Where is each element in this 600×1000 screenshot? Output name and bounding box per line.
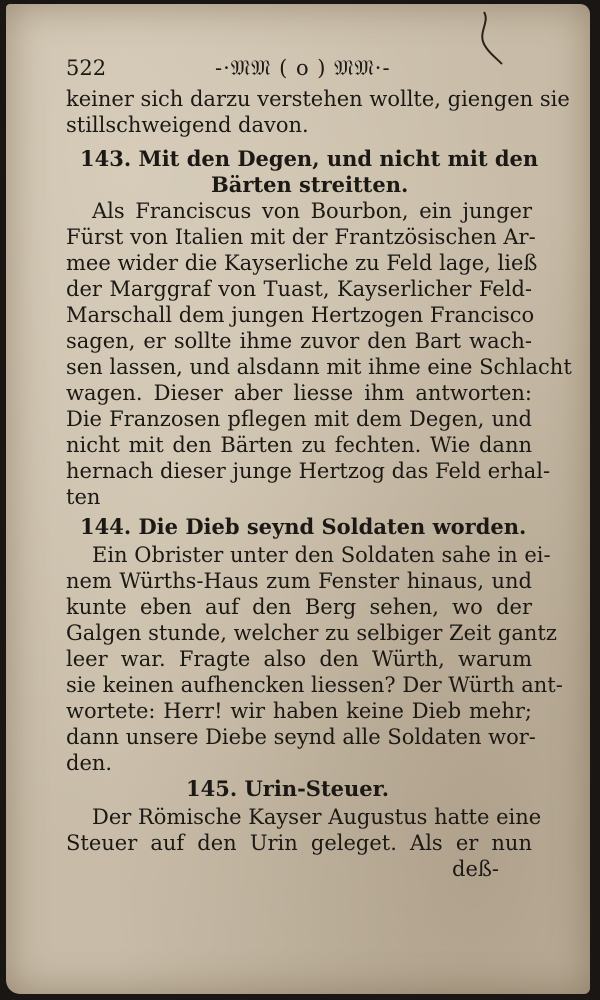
section-heading: 143. Mit den Degen, und nicht mit den bbox=[80, 146, 539, 171]
text-line: kunte eben auf den Berg sehen, wo der bbox=[66, 595, 532, 619]
text-line: keiner sich darzu verstehen wollte, giengen sie bbox=[66, 87, 570, 111]
text-line: hernach dieser junge Hertzog das Feld erhal- bbox=[66, 459, 551, 483]
text-line: der Marggraf von Tuast, Kayserlicher Feld- bbox=[66, 277, 532, 301]
text-line: stillschweigend davon. bbox=[66, 113, 309, 137]
text-line: Die Franzosen pflegen mit dem Degen, und bbox=[66, 407, 532, 431]
text-line: sen lassen, und alsdann mit ihme eine Schlacht bbox=[66, 355, 572, 379]
text-line: ten bbox=[66, 485, 101, 509]
catchword: deß- bbox=[452, 857, 499, 881]
page-number: 522 bbox=[66, 56, 107, 80]
text-line: sie keinen aufhencken liessen? Der Würth ant- bbox=[66, 673, 563, 697]
text-line: mee wider die Kayserliche zu Feld lage, ließ bbox=[66, 251, 538, 275]
text-line: Galgen stunde, welcher zu selbiger Zeit gantz bbox=[66, 621, 557, 645]
section-heading: 145. Urin-Steuer. bbox=[186, 776, 390, 801]
text-line: Als Franciscus von Bourbon, ein junger bbox=[92, 199, 532, 223]
text-line: sagen, er sollte ihme zuvor den Bart wach- bbox=[66, 329, 532, 353]
text-line: wagen. Dieser aber liesse ihm antworten: bbox=[66, 381, 532, 405]
text-line: den. bbox=[66, 751, 113, 775]
text-line: leer war. Fragte also den Würth, warum bbox=[66, 647, 532, 671]
text-line: Marschall dem jungen Hertzogen Francisco bbox=[66, 303, 535, 327]
text-line: Steuer auf den Urin geleget. Als er nun bbox=[66, 831, 532, 855]
section-heading: 144. Die Dieb seynd Soldaten worden. bbox=[80, 514, 527, 539]
header-ornament: -·𝔐𝔐 ( o ) 𝔐𝔐·- bbox=[215, 56, 391, 80]
pen-mark-icon bbox=[470, 8, 510, 78]
text-line: Ein Obrister unter den Soldaten sahe in ei- bbox=[92, 543, 551, 567]
text-line: wortete: Herr! wir haben keine Dieb mehr; bbox=[66, 699, 532, 723]
text-line: nem Würths-Haus zum Fenster hinaus, und bbox=[66, 569, 532, 593]
text-line: nicht mit den Bärten zu fechten. Wie dann bbox=[66, 433, 532, 457]
text-line: Der Römische Kayser Augustus hatte eine bbox=[92, 805, 542, 829]
text-line: dann unsere Diebe seynd alle Soldaten wor- bbox=[66, 725, 536, 749]
text-line: Fürst von Italien mit der Frantzösischen Ar- bbox=[66, 225, 536, 249]
section-heading: Bärten streitten. bbox=[211, 172, 409, 197]
